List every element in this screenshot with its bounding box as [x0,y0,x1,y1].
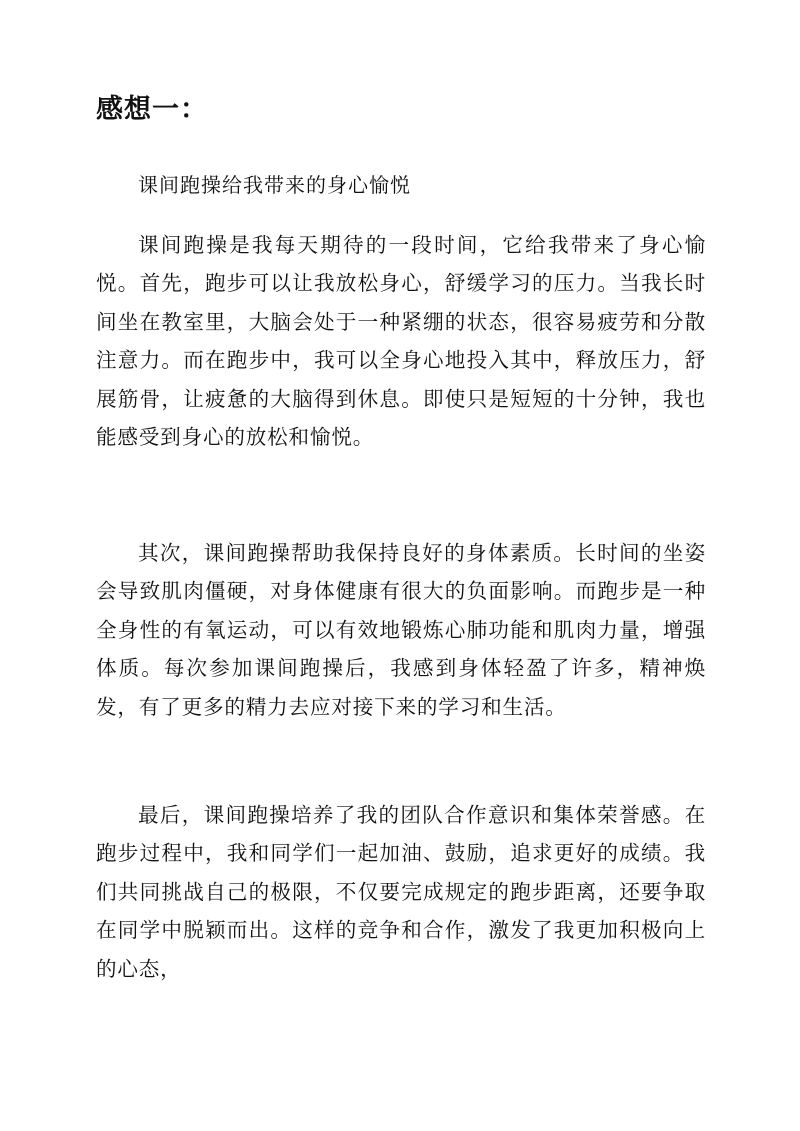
paragraph-3: 最后，课间跑操培养了我的团队合作意识和集体荣誉感。在跑步过程中，我和同学们一起加油、鼓励，追求更好的成绩。我们共同挑战自己的极限，不仅要完成规定的跑步距离，还要争取在同学中脱颖而出。这样的竞争和合作，激发了我更加积极向上的心态， [96,803,706,981]
paragraph-2: 其次，课间跑操帮助我保持良好的身体素质。长时间的坐姿会导致肌肉僵硬，对身体健康有很大的负面影响。而跑步是一种全身性的有氧运动，可以有效地锻炼心肺功能和肌肉力量，增强体质。每次参加课间跑操后，我感到身体轻盈了许多，精神焕发，有了更多的精力去应对接下来的学习和生活。 [96,541,706,719]
essay-subtitle: 课间跑操给我带来的身心愉悦 [138,173,411,197]
paragraph-1: 课间跑操是我每天期待的一段时间，它给我带来了身心愉悦。首先，跑步可以让我放松身心，舒缓学习的压力。当我长时间坐在教室里，大脑会处于一种紧绷的状态，很容易疲劳和分散注意力。而在跑步中，我可以全身心地投入其中，释放压力，舒展筋骨，让疲惫的大脑得到休息。即使只是短短的十分钟，我也能感受到身心的放松和愉悦。 [96,233,706,450]
section-heading: 感想一： [96,94,208,125]
